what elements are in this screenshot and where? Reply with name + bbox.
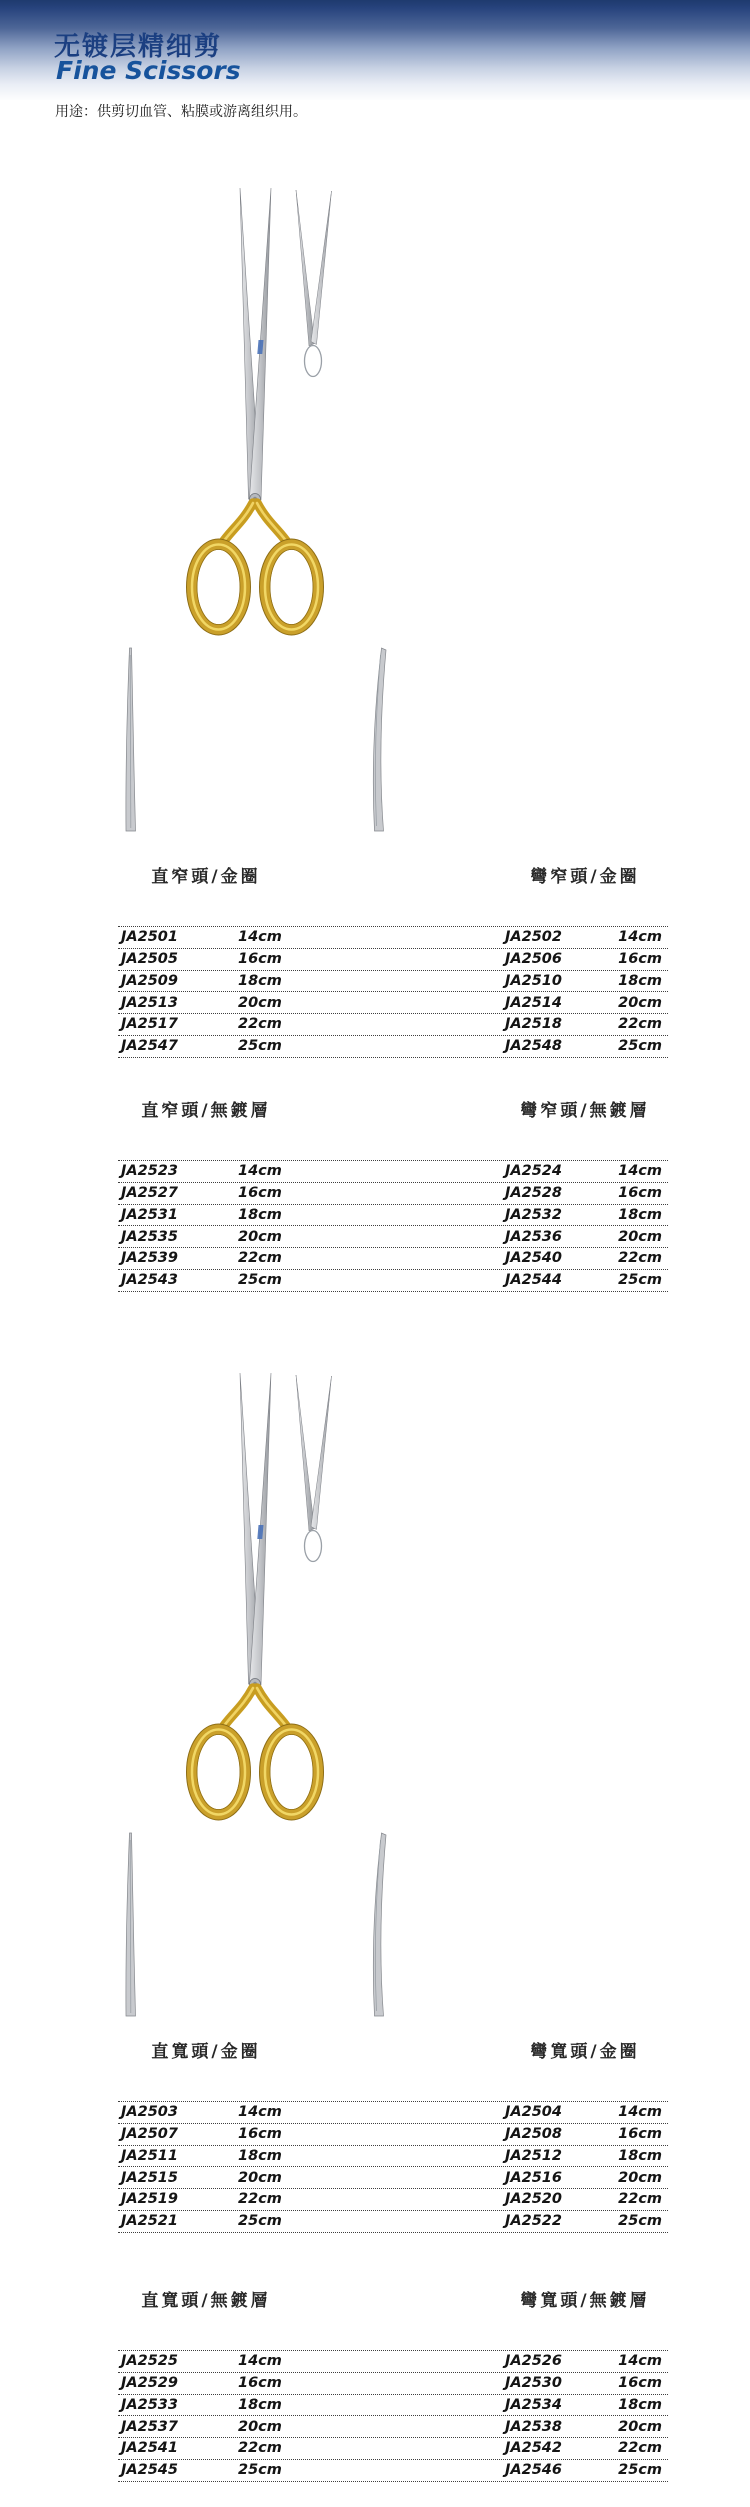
table-row (118, 948, 668, 970)
catalog-number-cell: JA2516 (505, 2169, 562, 2186)
catalog-number-cell: JA2527 (121, 1184, 178, 1201)
catalog-number-cell: JA2512 (505, 2147, 562, 2164)
size-cell: 18cm (618, 2147, 662, 2164)
catalog-number-cell: JA2531 (121, 1206, 178, 1223)
size-cell: 18cm (238, 2396, 282, 2413)
catalog-number-cell: JA2503 (121, 2104, 178, 2121)
table-row (118, 2437, 668, 2459)
size-cell: 16cm (238, 1184, 282, 1201)
size-cell: 14cm (238, 929, 282, 946)
table-title-left: 直寬頭/金圈 (151, 2042, 261, 2062)
size-cell: 22cm (238, 2440, 282, 2457)
size-cell: 25cm (618, 2213, 662, 2230)
table-row (118, 2101, 668, 2123)
catalog-number-cell: JA2543 (121, 1272, 178, 1289)
size-cell: 22cm (238, 1250, 282, 1267)
size-cell: 20cm (238, 1228, 282, 1245)
catalog-number-cell: JA2505 (121, 950, 178, 967)
size-cell: 14cm (618, 1163, 662, 1180)
catalog-number-cell: JA2547 (121, 1038, 178, 1055)
size-cell: 16cm (238, 2125, 282, 2142)
catalog-number-cell: JA2514 (505, 994, 562, 1011)
table-title-left: 直窄頭/金圈 (151, 867, 261, 887)
size-cell: 20cm (238, 994, 282, 1011)
size-cell: 16cm (618, 2374, 662, 2391)
catalog-number-cell: JA2533 (121, 2396, 178, 2413)
spec-block-narrow-gold (0, 862, 750, 1057)
size-cell: 14cm (238, 2104, 282, 2121)
catalog-number-cell: JA2501 (121, 929, 178, 946)
size-cell: 22cm (618, 1016, 662, 1033)
catalog-number-cell: JA2529 (121, 2374, 178, 2391)
spec-block-narrow-uncoated (0, 1096, 750, 1291)
size-cell: 18cm (618, 972, 662, 989)
catalog-number-cell: JA2519 (121, 2191, 178, 2208)
catalog-number-cell: JA2508 (505, 2125, 562, 2142)
table-row (118, 1269, 668, 1292)
table-row (118, 1160, 668, 1182)
size-cell: 14cm (238, 2353, 282, 2370)
table-row (118, 2123, 668, 2145)
table-row (118, 2210, 668, 2233)
table-row (118, 991, 668, 1013)
size-cell: 20cm (238, 2169, 282, 2186)
table-title-right: 彎寬頭/無鍍層 (520, 2291, 650, 2311)
size-cell: 14cm (238, 1163, 282, 1180)
table-title-right: 彎窄頭/金圈 (530, 867, 640, 887)
size-cell: 18cm (618, 1206, 662, 1223)
spec-block-wide-gold (0, 2037, 750, 2232)
size-cell: 25cm (238, 1038, 282, 1055)
size-cell: 20cm (618, 1228, 662, 1245)
catalog-number-cell: JA2542 (505, 2440, 562, 2457)
catalog-number-cell: JA2548 (505, 1038, 562, 1055)
narrow-tip-scissors-photo (0, 150, 750, 840)
table-row (118, 1013, 668, 1035)
size-cell: 18cm (238, 2147, 282, 2164)
size-cell: 25cm (618, 1272, 662, 1289)
size-cell: 20cm (618, 2169, 662, 2186)
table-title-right: 彎窄頭/無鍍層 (520, 1101, 650, 1121)
catalog-number-cell: JA2504 (505, 2104, 562, 2121)
size-cell: 18cm (618, 2396, 662, 2413)
table-row (118, 1204, 668, 1226)
table-row (118, 2188, 668, 2210)
size-cell: 25cm (618, 1038, 662, 1055)
size-cell: 14cm (618, 929, 662, 946)
usage-note: 用途：供剪切血管、粘膜或游离组织用。 (55, 104, 307, 120)
catalog-number-cell: JA2536 (505, 1228, 562, 1245)
table-title-right: 彎寬頭/金圈 (530, 2042, 640, 2062)
spec-table (118, 1160, 668, 1292)
catalog-number-cell: JA2518 (505, 1016, 562, 1033)
size-cell: 25cm (618, 2462, 662, 2479)
size-cell: 20cm (618, 994, 662, 1011)
spec-table (118, 926, 668, 1058)
size-cell: 22cm (618, 1250, 662, 1267)
catalog-number-cell: JA2537 (121, 2418, 178, 2435)
spec-table (118, 2350, 668, 2482)
table-row (118, 2145, 668, 2167)
catalog-number-cell: JA2534 (505, 2396, 562, 2413)
size-cell: 25cm (238, 2462, 282, 2479)
table-row (118, 926, 668, 948)
catalog-number-cell: JA2540 (505, 1250, 562, 1267)
size-cell: 22cm (618, 2191, 662, 2208)
catalog-number-cell: JA2545 (121, 2462, 178, 2479)
catalog-number-cell: JA2517 (121, 1016, 178, 1033)
table-row (118, 2415, 668, 2437)
table-row (118, 1182, 668, 1204)
table-row (118, 2166, 668, 2188)
table-row (118, 2459, 668, 2482)
size-cell: 25cm (238, 1272, 282, 1289)
size-cell: 22cm (618, 2440, 662, 2457)
wide-tip-scissors-photo (0, 1335, 750, 2025)
size-cell: 16cm (238, 950, 282, 967)
table-row (118, 2394, 668, 2416)
catalog-number-cell: JA2510 (505, 972, 562, 989)
size-cell: 22cm (238, 2191, 282, 2208)
catalog-number-cell: JA2515 (121, 2169, 178, 2186)
catalog-number-cell: JA2525 (121, 2353, 178, 2370)
catalog-number-cell: JA2506 (505, 950, 562, 967)
catalog-number-cell: JA2521 (121, 2213, 178, 2230)
table-row (118, 2350, 668, 2372)
table-row (118, 970, 668, 992)
catalog-number-cell: JA2538 (505, 2418, 562, 2435)
size-cell: 16cm (618, 1184, 662, 1201)
size-cell: 14cm (618, 2353, 662, 2370)
size-cell: 16cm (618, 2125, 662, 2142)
table-title-left: 直窄頭/無鍍層 (141, 1101, 271, 1121)
spec-block-wide-uncoated (0, 2286, 750, 2481)
catalog-number-cell: JA2535 (121, 1228, 178, 1245)
catalog-number-cell: JA2539 (121, 1250, 178, 1267)
catalog-number-cell: JA2520 (505, 2191, 562, 2208)
page-title-english: Fine Scissors (56, 56, 241, 85)
table-row (118, 1225, 668, 1247)
size-cell: 18cm (238, 972, 282, 989)
table-row (118, 1247, 668, 1269)
catalog-number-cell: JA2541 (121, 2440, 178, 2457)
catalog-number-cell: JA2513 (121, 994, 178, 1011)
size-cell: 20cm (238, 2418, 282, 2435)
table-title-left: 直寬頭/無鍍層 (141, 2291, 271, 2311)
size-cell: 22cm (238, 1016, 282, 1033)
size-cell: 18cm (238, 1206, 282, 1223)
size-cell: 14cm (618, 2104, 662, 2121)
catalog-number-cell: JA2522 (505, 2213, 562, 2230)
size-cell: 25cm (238, 2213, 282, 2230)
spec-table (118, 2101, 668, 2233)
catalog-number-cell: JA2544 (505, 1272, 562, 1289)
catalog-number-cell: JA2526 (505, 2353, 562, 2370)
size-cell: 16cm (238, 2374, 282, 2391)
catalog-number-cell: JA2532 (505, 1206, 562, 1223)
catalog-number-cell: JA2509 (121, 972, 178, 989)
catalog-number-cell: JA2546 (505, 2462, 562, 2479)
catalog-number-cell: JA2511 (121, 2147, 178, 2164)
catalog-number-cell: JA2502 (505, 929, 562, 946)
catalog-number-cell: JA2530 (505, 2374, 562, 2391)
catalog-number-cell: JA2507 (121, 2125, 178, 2142)
size-cell: 16cm (618, 950, 662, 967)
size-cell: 20cm (618, 2418, 662, 2435)
page-title-chinese: 无镀层精细剪 (54, 32, 223, 62)
table-row (118, 2372, 668, 2394)
catalog-number-cell: JA2528 (505, 1184, 562, 1201)
catalog-number-cell: JA2523 (121, 1163, 178, 1180)
catalog-number-cell: JA2524 (505, 1163, 562, 1180)
table-row (118, 1035, 668, 1058)
